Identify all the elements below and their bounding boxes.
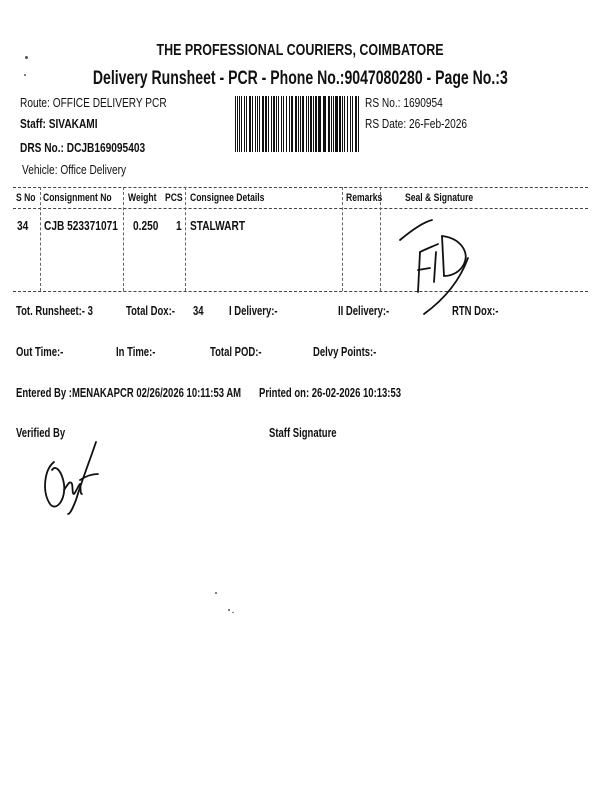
staff-signature-label: Staff Signature	[269, 426, 337, 440]
barcode-image	[234, 96, 362, 152]
ii-delivery: II Delivery:-	[338, 304, 390, 318]
column-divider	[342, 187, 343, 291]
scan-speck	[215, 592, 217, 594]
barcode-bar	[255, 96, 256, 152]
barcode-bar	[271, 96, 272, 152]
barcode-bar	[344, 96, 345, 152]
total-dox-label: Total Dox:-	[126, 304, 175, 318]
barcode-bar	[342, 96, 343, 152]
barcode-bar	[335, 96, 338, 152]
scan-speck	[232, 612, 234, 613]
barcode-bar	[235, 96, 236, 152]
barcode-bar	[291, 96, 293, 152]
rtn-dox: RTN Dox:-	[452, 304, 499, 318]
delvy-points: Delvy Points:-	[313, 345, 377, 359]
cell-sno: 34	[17, 218, 29, 233]
barcode-bar	[333, 96, 334, 152]
in-time: In Time:-	[116, 345, 156, 359]
barcode-bar	[268, 96, 269, 152]
barcode-bar	[355, 96, 357, 152]
vehicle-text: Vehicle: Office Delivery	[22, 162, 127, 177]
column-header-weight: Weight	[128, 192, 157, 204]
barcode-bar	[265, 96, 267, 152]
barcode-bar	[300, 96, 301, 152]
i-delivery: I Delivery:-	[229, 304, 278, 318]
barcode-bar	[281, 96, 282, 152]
barcode-bar	[350, 96, 351, 152]
column-header-pcs: PCS	[165, 192, 183, 204]
barcode-bar	[306, 96, 307, 152]
barcode-bar	[358, 96, 359, 152]
column-header-consignee: Consignee Details	[190, 192, 265, 204]
column-header-sno: S No	[16, 192, 36, 204]
cell-consignee: STALWART	[190, 218, 246, 233]
verified-by-label: Verified By	[16, 426, 66, 440]
table-header-rule	[13, 208, 588, 209]
rs-number: RS No.: 1690954	[365, 95, 443, 110]
barcode-bar	[328, 96, 330, 152]
total-dox-value: 34	[193, 304, 204, 318]
handwritten-fid-mark	[398, 200, 488, 320]
barcode-bar	[308, 96, 309, 152]
staff-text: Staff: SIVAKAMI	[20, 116, 98, 131]
printed-on: Printed on: 26-02-2026 10:13:53	[259, 386, 402, 400]
barcode-bar	[244, 96, 245, 152]
barcode-bar	[283, 96, 284, 152]
barcode-bar	[239, 96, 240, 152]
barcode-bar	[339, 96, 341, 152]
barcode-bar	[313, 96, 314, 152]
cell-consignment: CJB 523371071	[44, 218, 118, 233]
barcode-bar	[347, 96, 348, 152]
barcode-bar	[257, 96, 258, 152]
cell-weight: 0.250	[133, 218, 159, 233]
drs-number: DRS No.: DCJB169095403	[20, 140, 146, 155]
company-title: THE PROFESSIONAL COURIERS, COIMBATORE	[156, 42, 444, 59]
barcode-bar	[259, 96, 260, 152]
barcode-bar	[331, 96, 332, 152]
tot-runsheet: Tot. Runsheet:- 3	[16, 304, 93, 318]
cell-pcs: 1	[176, 218, 182, 233]
barcode-bar	[318, 96, 321, 152]
barcode-bar	[302, 96, 304, 152]
barcode-bar	[252, 96, 253, 152]
handwritten-signature	[36, 440, 106, 516]
barcode-bar	[278, 96, 279, 152]
out-time: Out Time:-	[16, 345, 64, 359]
table-top-rule	[13, 187, 588, 188]
barcode-bar	[295, 96, 297, 152]
barcode-bar	[237, 96, 238, 152]
column-header-remarks: Remarks	[346, 192, 383, 204]
barcode-bar	[273, 96, 275, 152]
barcode-bar	[276, 96, 277, 152]
barcode-bar	[323, 96, 326, 152]
column-header-consignment: Consignment No	[43, 192, 112, 204]
barcode-bar	[315, 96, 317, 152]
entered-by: Entered By :MENAKAPCR 02/26/2026 10:11:53 AM	[16, 386, 242, 400]
barcode-bar	[286, 96, 287, 152]
barcode-bar	[246, 96, 247, 152]
scan-speck	[228, 609, 230, 611]
barcode-bar	[289, 96, 290, 152]
barcode-bar	[352, 96, 353, 152]
barcode-bar	[241, 96, 242, 152]
barcode-bar	[249, 96, 251, 152]
column-header-seal-signature: Seal & Signature	[405, 192, 474, 204]
barcode-bar	[298, 96, 299, 152]
svg-text:FID: FID	[400, 224, 402, 225]
runsheet-subtitle: Delivery Runsheet - PCR - Phone No.:9047080280 - Page No.:3	[92, 68, 508, 89]
total-pod: Total POD:-	[210, 345, 262, 359]
table-bottom-rule	[13, 291, 588, 292]
rs-date: RS Date: 26-Feb-2026	[365, 116, 468, 131]
barcode-bar	[310, 96, 312, 152]
route-text: Route: OFFICE DELIVERY PCR	[20, 95, 167, 110]
barcode-bar	[262, 96, 264, 152]
